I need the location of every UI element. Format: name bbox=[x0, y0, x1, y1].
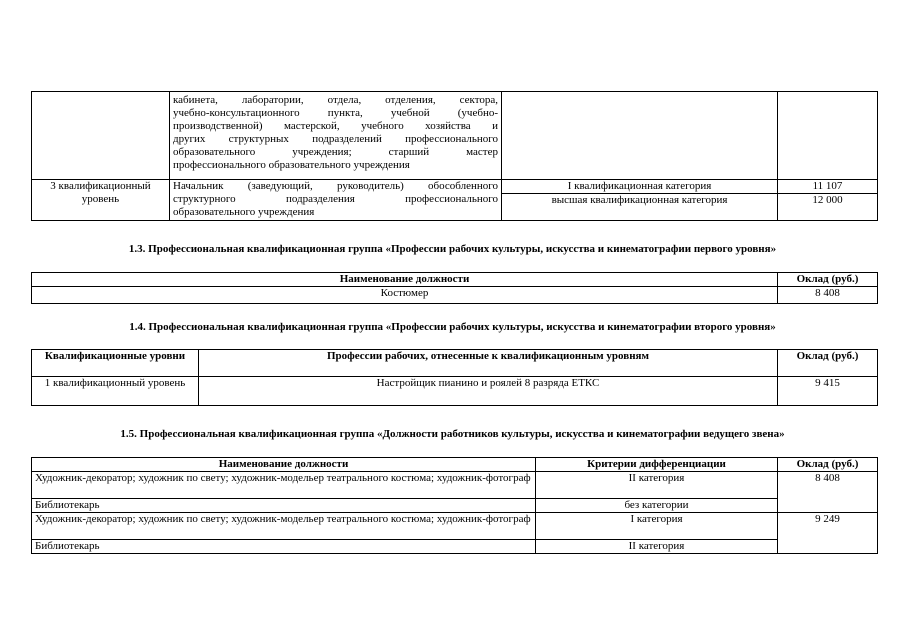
column-header: Профессии рабочих, отнесенные к квалификационным уровням bbox=[199, 350, 778, 377]
criterion-cell: I категория bbox=[536, 513, 778, 540]
section-heading-1-3: 1.3. Профессиональная квалификационная группа «Профессии рабочих культуры, искусства и кинематографии первого уровня» bbox=[128, 243, 777, 255]
position-cell bbox=[170, 92, 502, 180]
section-heading-1-4: 1.4. Профессиональная квалификационная группа «Профессии рабочих культуры, искусства и кинематографии второго уровня» bbox=[129, 321, 776, 333]
section-1-3-table bbox=[31, 272, 878, 304]
table-header-row bbox=[32, 458, 878, 472]
position-name-cell: Художник-декоратор; художник по свету; художник-модельер театрального костюма; художник-фотограф bbox=[32, 513, 536, 540]
level-cell bbox=[32, 92, 170, 180]
table-row bbox=[32, 472, 878, 499]
level-cell: 1 квалификационный уровень bbox=[32, 377, 199, 406]
position-line: профессионального образовательного учреждения bbox=[173, 159, 410, 171]
position-name-cell: Художник-декоратор; художник по свету; художник-модельер театрального костюма; художник-фотограф bbox=[32, 472, 536, 499]
criterion-cell: II категория bbox=[536, 540, 778, 554]
salary-cell: 9 249 bbox=[778, 513, 878, 554]
position-line: производственной) мастерской, учебного хозяйства и bbox=[173, 120, 498, 132]
salary-cell: 8 408 bbox=[778, 472, 878, 513]
table-row bbox=[32, 499, 878, 513]
column-header: Квалификационные уровни bbox=[32, 350, 199, 377]
profession-cell: Настройщик пианино и роялей 8 разряда ЕТКС bbox=[199, 377, 778, 406]
salary-cell bbox=[778, 92, 878, 180]
table-header-row bbox=[32, 350, 878, 377]
column-header: Наименование должности bbox=[32, 273, 778, 287]
column-header: Оклад (руб.) bbox=[778, 273, 878, 287]
position-line: Начальник (заведующий, руководитель) обособленного bbox=[173, 180, 498, 192]
position-name-cell: Библиотекарь bbox=[32, 499, 536, 513]
position-line: структурного подразделения профессионального bbox=[173, 193, 498, 205]
category-cell bbox=[502, 92, 778, 180]
column-header: Критерии дифференциации bbox=[536, 458, 778, 472]
column-header: Оклад (руб.) bbox=[778, 350, 878, 377]
position-cell bbox=[170, 180, 502, 221]
column-header: Оклад (руб.) bbox=[778, 458, 878, 472]
table-row bbox=[32, 377, 878, 406]
table-row bbox=[32, 540, 878, 554]
criterion-cell: II категория bbox=[536, 472, 778, 499]
salary-cell: 12 000 bbox=[778, 194, 878, 221]
table-row bbox=[32, 92, 878, 180]
category-cell: высшая квалификационная категория bbox=[502, 194, 778, 221]
salary-cell: 8 408 bbox=[778, 287, 878, 304]
criterion-cell: без категории bbox=[536, 499, 778, 513]
position-name-cell: Библиотекарь bbox=[32, 540, 536, 554]
section-heading-1-5: 1.5. Профессиональная квалификационная группа «Должности работников культуры, искусства и кинематографии ведущего звена» bbox=[120, 428, 785, 440]
qualification-table-continued bbox=[31, 91, 878, 221]
position-line: образовательного учреждения bbox=[173, 206, 315, 218]
table-row bbox=[32, 180, 878, 194]
position-line: других структурных подразделений профессионального bbox=[173, 133, 498, 145]
section-1-5-table bbox=[31, 457, 878, 554]
column-header: Наименование должности bbox=[32, 458, 536, 472]
salary-cell: 11 107 bbox=[778, 180, 878, 194]
position-name-cell: Костюмер bbox=[32, 287, 778, 304]
table-header-row bbox=[32, 273, 878, 287]
level-cell: 3 квалификационный уровень bbox=[32, 180, 170, 221]
category-cell: I квалификационная категория bbox=[502, 180, 778, 194]
position-line: кабинета, лаборатории, отдела, отделения, сектора, bbox=[173, 94, 498, 106]
position-line: образовательного учреждения; старший мастер bbox=[173, 146, 498, 158]
section-1-4-table bbox=[31, 349, 878, 406]
position-line: учебно-консультационного пункта, учебной (учебно- bbox=[173, 107, 498, 119]
table-row bbox=[32, 513, 878, 540]
salary-cell: 9 415 bbox=[778, 377, 878, 406]
table-row bbox=[32, 287, 878, 304]
